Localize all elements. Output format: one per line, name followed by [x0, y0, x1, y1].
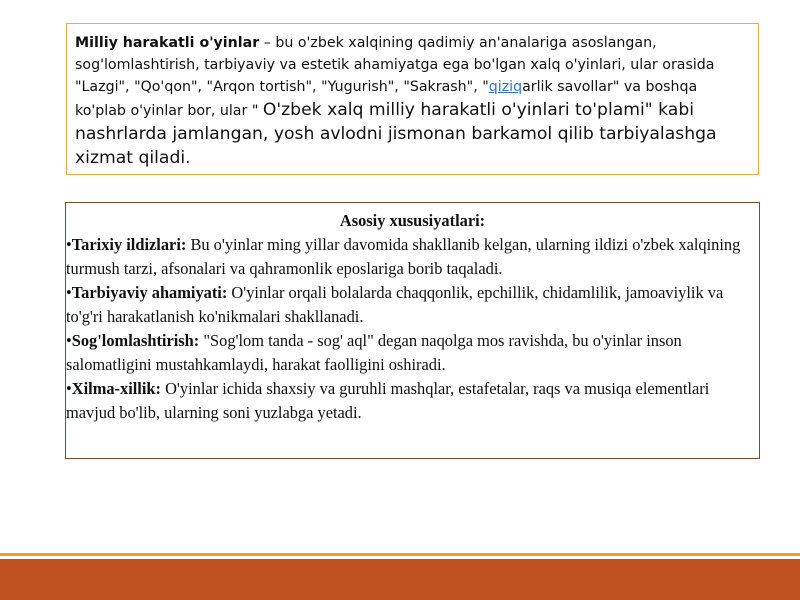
bullet-icon: •: [66, 331, 72, 350]
footer-accent-line: [0, 553, 800, 556]
bullet-icon: •: [66, 379, 72, 398]
feature-item-educational-value: [66, 281, 759, 329]
intro-term: Milliy harakatli o'yinlar: [75, 35, 260, 51]
intro-link[interactable]: qiziq: [488, 79, 523, 95]
bullet-icon: •: [66, 283, 72, 302]
feature-label: Tarbiyaviy ahamiyati:: [71, 283, 228, 302]
feature-item-health: [66, 329, 759, 377]
feature-text: Bu o'yinlar ming yillar davomida shakllanib kelgan, ularning ildizi o'zbek xalqining turmush tarzi, afsonalari va qahramonlik eposlariga borib taqaladi.: [66, 235, 741, 278]
feature-item-diversity: [66, 377, 759, 425]
feature-label: Xilma-xillik:: [71, 379, 161, 398]
feature-text: O'yinlar orqali bolalarda chaqqonlik, epchillik, chidamlilik, jamoaviylik va to'g'ri harakatlanish ko'nikmalari shakllanadi.: [66, 283, 724, 326]
feature-text: O'yinlar ichida shaxsiy va guruhli mashqlar, estafetalar, raqs va musiqa elementlari mavjud bo'lib, ularning soni yuzlabga yetadi.: [66, 379, 710, 422]
intro-text-box: [66, 23, 759, 175]
feature-text: "Sog'lom tanda - sog' aql" degan naqolga mos ravishda, bu o'yinlar inson salomatligini mustahkamlaydi, harakat faolligini oshiradi.: [66, 331, 682, 374]
features-box: [65, 202, 760, 459]
feature-label: Sog'lomlashtirish:: [71, 331, 200, 350]
intro-text-part1: – bu o'zbek xalqining qadimiy an'analariga asoslangan, sog'lomlashtirish, tarbiyaviy va estetik ahamiyatga ega bo'lgan xalq o'yinlari, ular orasida "Lazgi", "Qo'qon", "Arqon tortish", "Yugurish", "Sakrash", ": [75, 35, 715, 95]
footer-bar: [0, 559, 800, 600]
features-title: Asosiy xususiyatlari:: [339, 211, 486, 230]
intro-text-part3: O'zbek xalq milliy harakatli o'yinlari to'plami" kabi nashrlarda jamlangan, yosh avlodni jismonan barkamol qilib tarbiyalashga xizmat qiladi.: [75, 100, 717, 168]
bullet-icon: •: [66, 235, 72, 254]
feature-label: Tarixiy ildizlari:: [71, 235, 187, 254]
feature-item-historical-roots: [66, 233, 759, 281]
intro-text-part2: arlik savollar" va boshqa ko'plab o'yinlar bor, ular ": [75, 79, 698, 119]
